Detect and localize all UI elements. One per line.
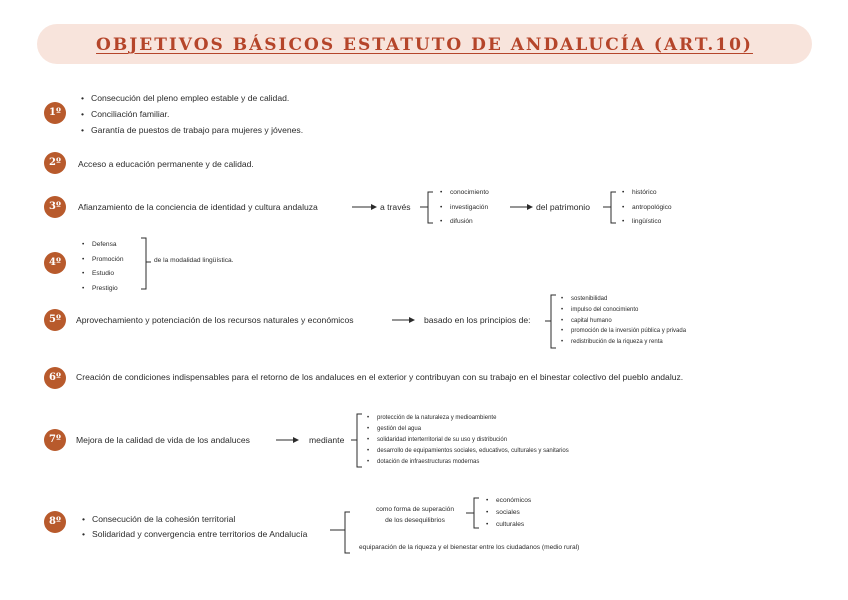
page-title: OBJETIVOS BÁSICOS ESTATUTO DE ANDALUCÍA (ART.10) — [96, 35, 753, 55]
list-item: • desarrollo de equipamientos sociales, educativos, culturales y sanitarios — [367, 446, 569, 457]
list-item: • Garantía de puestos de trabajo para mujeres y jóvenes. — [81, 122, 303, 138]
objective-4-list — [82, 238, 124, 296]
objective-4-suffix: de la modalidad lingüística. — [154, 257, 234, 264]
objective-8-list — [82, 512, 307, 542]
list-item: • económicos — [486, 495, 531, 507]
objective-number-8: 8º — [44, 511, 66, 533]
objective-8-form-line1: como forma de superación — [375, 506, 455, 513]
objective-2-text: Acceso a educación permanente y de calidad. — [78, 159, 254, 169]
objective-number-3: 3º — [44, 196, 66, 218]
list-item: • Consecución del pleno empleo estable y de calidad. — [81, 90, 303, 106]
objective-7-list — [367, 413, 569, 468]
list-item: • sociales — [486, 507, 531, 519]
list-item: • Conciliación familiar. — [81, 106, 303, 122]
objective-8-equal: equiparación de la riqueza y el bienestar entre los ciudadanos (medio rural) — [359, 544, 580, 551]
objective-7-via: mediante — [309, 435, 345, 445]
objective-5-text: Aprovechamiento y potenciación de los recursos naturales y económicos — [76, 315, 354, 325]
list-item: • capital humano — [561, 316, 686, 327]
list-item: • solidaridad interterritorial de su uso y distribución — [367, 435, 569, 446]
list-item: • difusión — [440, 215, 489, 230]
objective-8-form — [360, 505, 470, 526]
objective-3-text: Afianzamiento de la conciencia de identidad y cultura andaluza — [78, 202, 318, 212]
list-item: • promoción de la inversión pública y privada — [561, 326, 686, 337]
list-item: • protección de la naturaleza y medioambiente — [367, 413, 569, 424]
objective-number-5: 5º — [44, 309, 66, 331]
objective-5-principles — [561, 294, 686, 348]
objective-number-4: 4º — [44, 252, 66, 274]
list-item: • Defensa — [82, 238, 124, 253]
list-item: • sostenibilidad — [561, 294, 686, 305]
objective-8-types — [486, 495, 531, 530]
list-item: • lingüístico — [622, 215, 672, 230]
list-item: • gestión del agua — [367, 424, 569, 435]
objective-number-2: 2º — [44, 152, 66, 174]
list-item: • histórico — [622, 186, 672, 201]
list-item: • Promoción — [82, 253, 124, 268]
list-item: • antropológico — [622, 201, 672, 216]
objective-5-via: basado en los principios de: — [424, 315, 531, 325]
objective-7-text: Mejora de la calidad de vida de los andaluces — [76, 435, 250, 445]
objective-6-text: Creación de condiciones indispensables para el retorno de los andaluces en el exterior y contribuyan con su trabajo en el binestar colectivo del pueblo andaluz. — [76, 372, 684, 382]
list-item: • Consecución de la cohesión territorial — [82, 512, 307, 527]
objective-number-1: 1º — [44, 102, 66, 124]
list-item: • redistribución de la riqueza y renta — [561, 337, 686, 348]
objective-3-heritage — [622, 186, 672, 230]
objective-3-via: a través — [380, 202, 411, 212]
objective-number-6: 6º — [44, 367, 66, 389]
list-item: • conocimiento — [440, 186, 489, 201]
list-item: • Solidaridad y convergencia entre territorios de Andalucía — [82, 527, 307, 542]
list-item: • Estudio — [82, 267, 124, 282]
list-item: • culturales — [486, 519, 531, 531]
objective-number-7: 7º — [44, 429, 66, 451]
list-item: • investigación — [440, 201, 489, 216]
list-item: • dotación de infraestructuras modernas — [367, 457, 569, 468]
objective-3-means — [440, 186, 489, 230]
objective-1-list — [81, 90, 303, 138]
objective-8-form-line2: de los desequilibrios — [385, 516, 445, 524]
objective-3-of: del patrimonio — [536, 202, 590, 212]
list-item: • impulso del conocimiento — [561, 305, 686, 316]
list-item: • Prestigio — [82, 282, 124, 297]
